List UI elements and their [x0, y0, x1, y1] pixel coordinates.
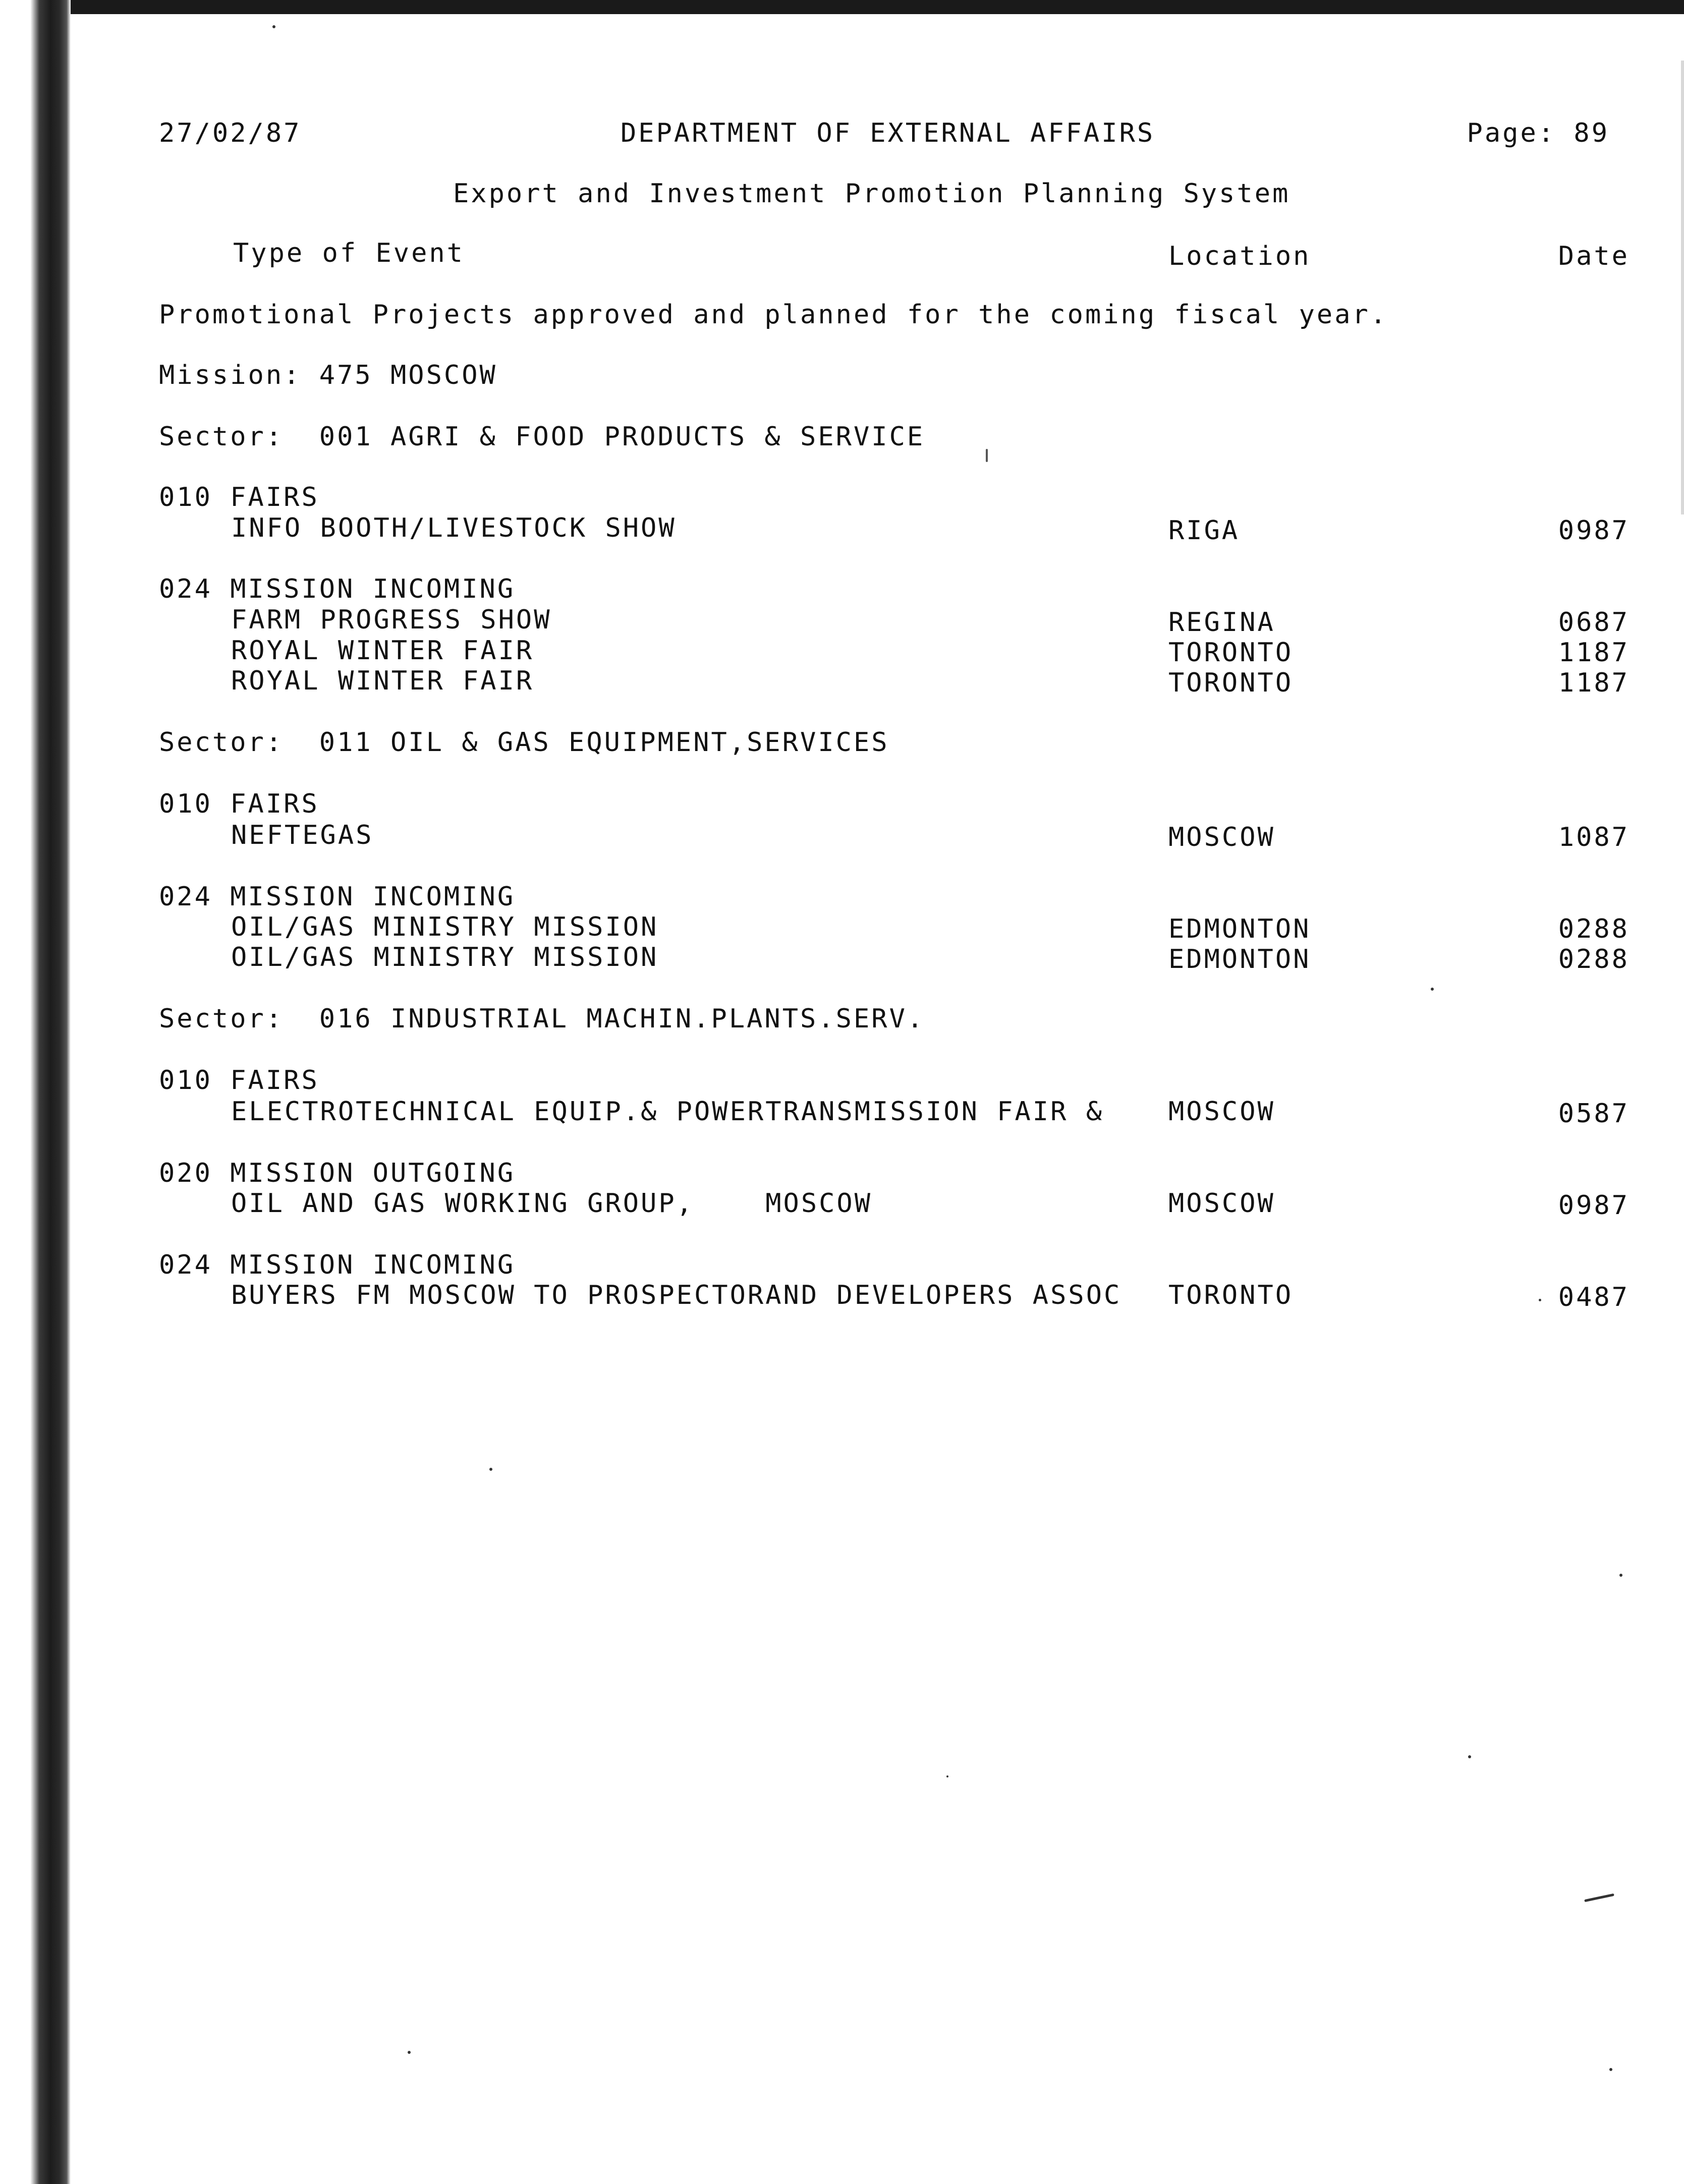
event-name: NEFTEGAS — [231, 820, 374, 850]
event-location: REGINA — [1168, 607, 1275, 638]
column-header-type: Type of Event — [233, 238, 465, 268]
sector-heading: Sector: 001 AGRI & FOOD PRODUCTS & SERVICE — [159, 422, 925, 452]
event-date: 0288 — [1558, 944, 1630, 974]
event-group-heading: 010 FAIRS — [159, 482, 319, 512]
event-location: MOSCOW — [1168, 1097, 1275, 1127]
event-name: ELECTROTECHNICAL EQUIP.& POWERTRANSMISSION FAIR & — [231, 1097, 1104, 1127]
event-name: ROYAL WINTER FAIR — [231, 636, 534, 666]
scan-speck — [1619, 1574, 1622, 1577]
event-name: INFO BOOTH/LIVESTOCK SHOW — [231, 513, 677, 543]
event-group-heading: 020 MISSION OUTGOING — [159, 1158, 516, 1188]
event-location: MOSCOW — [1168, 822, 1275, 852]
event-location: TORONTO — [1168, 638, 1294, 668]
sector-heading: Sector: 011 OIL & GAS EQUIPMENT,SERVICES — [159, 727, 889, 758]
event-date: 0587 — [1558, 1099, 1630, 1129]
scan-speck — [408, 2051, 411, 2054]
event-name: FARM PROGRESS SHOW — [231, 605, 552, 635]
mission-label: Mission: 475 MOSCOW — [159, 360, 497, 390]
event-group-heading: 010 FAIRS — [159, 1065, 319, 1096]
page-number: Page: 89 — [1467, 118, 1609, 148]
event-date: 1187 — [1558, 668, 1630, 698]
event-date: 1187 — [1558, 638, 1630, 668]
scan-speck — [986, 449, 988, 462]
event-name: OIL/GAS MINISTRY MISSION — [231, 942, 659, 972]
event-location: MOSCOW — [1168, 1188, 1275, 1219]
event-location: TORONTO — [1168, 668, 1294, 698]
scan-speck — [489, 1468, 492, 1471]
event-location: TORONTO — [1168, 1280, 1294, 1310]
column-header-date: Date — [1558, 241, 1630, 271]
scan-speck — [1539, 1299, 1541, 1301]
event-date: 0987 — [1558, 515, 1630, 546]
system-title: Export and Investment Promotion Planning System — [453, 179, 1290, 209]
scan-speck — [272, 25, 275, 28]
event-date: 0687 — [1558, 607, 1630, 638]
event-name: BUYERS FM MOSCOW TO PROSPECTORAND DEVELOPERS ASSOC — [231, 1280, 1122, 1310]
event-group-heading: 024 MISSION INCOMING — [159, 574, 516, 604]
sector-heading: Sector: 016 INDUSTRIAL MACHIN.PLANTS.SERV. — [159, 1004, 925, 1034]
scan-speck — [1431, 988, 1434, 991]
event-location: EDMONTON — [1168, 914, 1311, 944]
event-group-heading: 010 FAIRS — [159, 789, 319, 819]
scan-speck — [1584, 1893, 1614, 1902]
scan-speck — [946, 1775, 948, 1777]
event-name: OIL AND GAS WORKING GROUP, MOSCOW — [231, 1188, 873, 1219]
event-date: 0288 — [1558, 914, 1630, 944]
event-date: 0987 — [1558, 1190, 1630, 1221]
event-group-heading: 024 MISSION INCOMING — [159, 1250, 516, 1280]
scan-speck — [1609, 2068, 1612, 2071]
event-name: ROYAL WINTER FAIR — [231, 666, 534, 696]
scan-speck — [1468, 1755, 1471, 1758]
event-date: 1087 — [1558, 822, 1630, 852]
event-location: RIGA — [1168, 515, 1240, 546]
department-title: DEPARTMENT OF EXTERNAL AFFAIRS — [621, 118, 1155, 148]
intro-text: Promotional Projects approved and planned for the coming fiscal year. — [159, 300, 1388, 330]
report-date: 27/02/87 — [159, 118, 302, 148]
column-header-location: Location — [1168, 241, 1311, 271]
event-date: 0487 — [1558, 1282, 1630, 1312]
event-location: EDMONTON — [1168, 944, 1311, 974]
event-name: OIL/GAS MINISTRY MISSION — [231, 912, 659, 942]
event-group-heading: 024 MISSION INCOMING — [159, 882, 516, 912]
